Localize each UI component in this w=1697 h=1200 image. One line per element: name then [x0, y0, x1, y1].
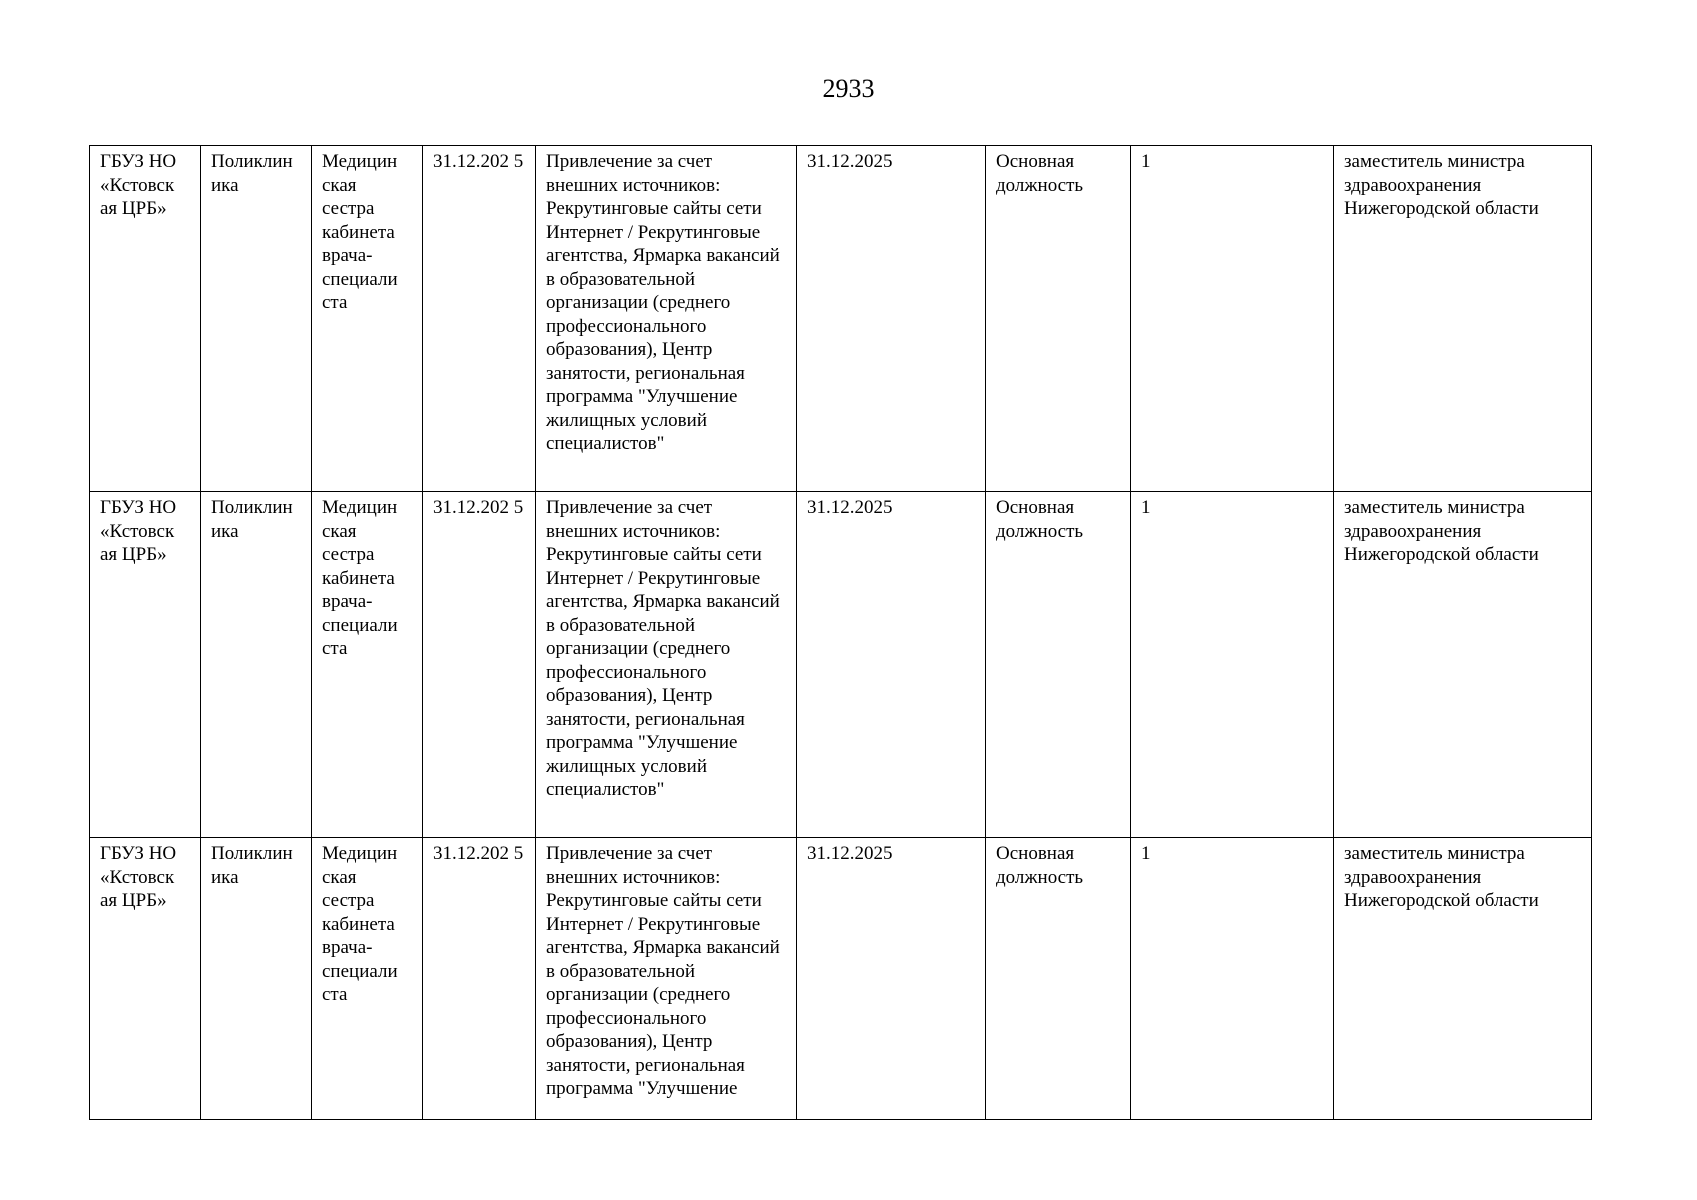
- responsible-text: заместитель министра здравоохранения Нижегородской области: [1344, 151, 1539, 219]
- position-text: Медицин ская сестра кабинета врача- специали ста: [322, 497, 398, 659]
- date-plan-cell: [797, 838, 986, 1120]
- position-type-text: Основная должность: [996, 151, 1084, 196]
- organization-cell: [90, 146, 201, 492]
- recruitment-text: Привлечение за счет внешних источников: Рекрутинговые сайты сети Интернет / Рекрутинговые агентства, Ярмарка вакансий в образовательной организации (среднего профессионального образования), Центр занятости, региональная программа "Улучшение жилищных условий специалистов": [546, 151, 780, 454]
- responsible-text: заместитель министра здравоохранения Нижегородской области: [1344, 843, 1539, 911]
- organization-cell: [90, 838, 201, 1120]
- organization-cell: [90, 492, 201, 838]
- responsible-cell: [1334, 146, 1592, 492]
- date-due-text: 31.12.202 5: [433, 151, 524, 172]
- position-type-text: Основная должность: [996, 843, 1084, 888]
- position-text: Медицин ская сестра кабинета врача- специали ста: [322, 151, 398, 313]
- position-text: Медицин ская сестра кабинета врача- специали ста: [322, 843, 398, 1005]
- responsible-text: заместитель министра здравоохранения Нижегородской области: [1344, 497, 1539, 565]
- position-type-text: Основная должность: [996, 497, 1084, 542]
- department-text: Поликлин ика: [211, 151, 293, 196]
- department-cell: [201, 838, 312, 1120]
- count-text: 1: [1141, 151, 1151, 172]
- recruitment-cell: [536, 492, 797, 838]
- count-cell: [1131, 838, 1334, 1120]
- department-cell: [201, 492, 312, 838]
- responsible-cell: [1334, 838, 1592, 1120]
- table-row: [90, 492, 1592, 838]
- department-cell: [201, 146, 312, 492]
- position-type-cell: [986, 146, 1131, 492]
- recruitment-cell: [536, 838, 797, 1120]
- count-text: 1: [1141, 497, 1151, 518]
- date-plan-cell: [797, 146, 986, 492]
- date-plan-text: 31.12.2025: [807, 497, 893, 518]
- recruitment-cell: [536, 146, 797, 492]
- organization-text: ГБУЗ НО «Кстовск ая ЦРБ»: [100, 843, 177, 911]
- position-cell: [312, 492, 423, 838]
- recruitment-text: Привлечение за счет внешних источников: Рекрутинговые сайты сети Интернет / Рекрутинговые агентства, Ярмарка вакансий в образовательной организации (среднего профессионального образования), Центр занятости, региональная программа "Улучшение жилищных условий специалистов": [546, 497, 780, 800]
- date-due-cell: [423, 838, 536, 1120]
- responsible-cell: [1334, 492, 1592, 838]
- date-plan-text: 31.12.2025: [807, 151, 893, 172]
- count-text: 1: [1141, 843, 1151, 864]
- date-due-text: 31.12.202 5: [433, 497, 524, 518]
- position-type-cell: [986, 492, 1131, 838]
- date-due-cell: [423, 492, 536, 838]
- organization-text: ГБУЗ НО «Кстовск ая ЦРБ»: [100, 497, 177, 565]
- table-row: [90, 838, 1592, 1120]
- date-plan-cell: [797, 492, 986, 838]
- department-text: Поликлин ика: [211, 843, 293, 888]
- position-cell: [312, 838, 423, 1120]
- table-row: [90, 146, 1592, 492]
- page-number: 2933: [822, 74, 875, 103]
- position-cell: [312, 146, 423, 492]
- date-due-cell: [423, 146, 536, 492]
- vacancy-table: [89, 145, 1592, 1120]
- date-plan-text: 31.12.2025: [807, 843, 893, 864]
- count-cell: [1131, 146, 1334, 492]
- date-due-text: 31.12.202 5: [433, 843, 524, 864]
- department-text: Поликлин ика: [211, 497, 293, 542]
- organization-text: ГБУЗ НО «Кстовск ая ЦРБ»: [100, 151, 177, 219]
- count-cell: [1131, 492, 1334, 838]
- recruitment-text: Привлечение за счет внешних источников: Рекрутинговые сайты сети Интернет / Рекрутинговые агентства, Ярмарка вакансий в образовательной организации (среднего профессионального образования), Центр занятости, региональная программа "Улучшение: [546, 843, 780, 1099]
- position-type-cell: [986, 838, 1131, 1120]
